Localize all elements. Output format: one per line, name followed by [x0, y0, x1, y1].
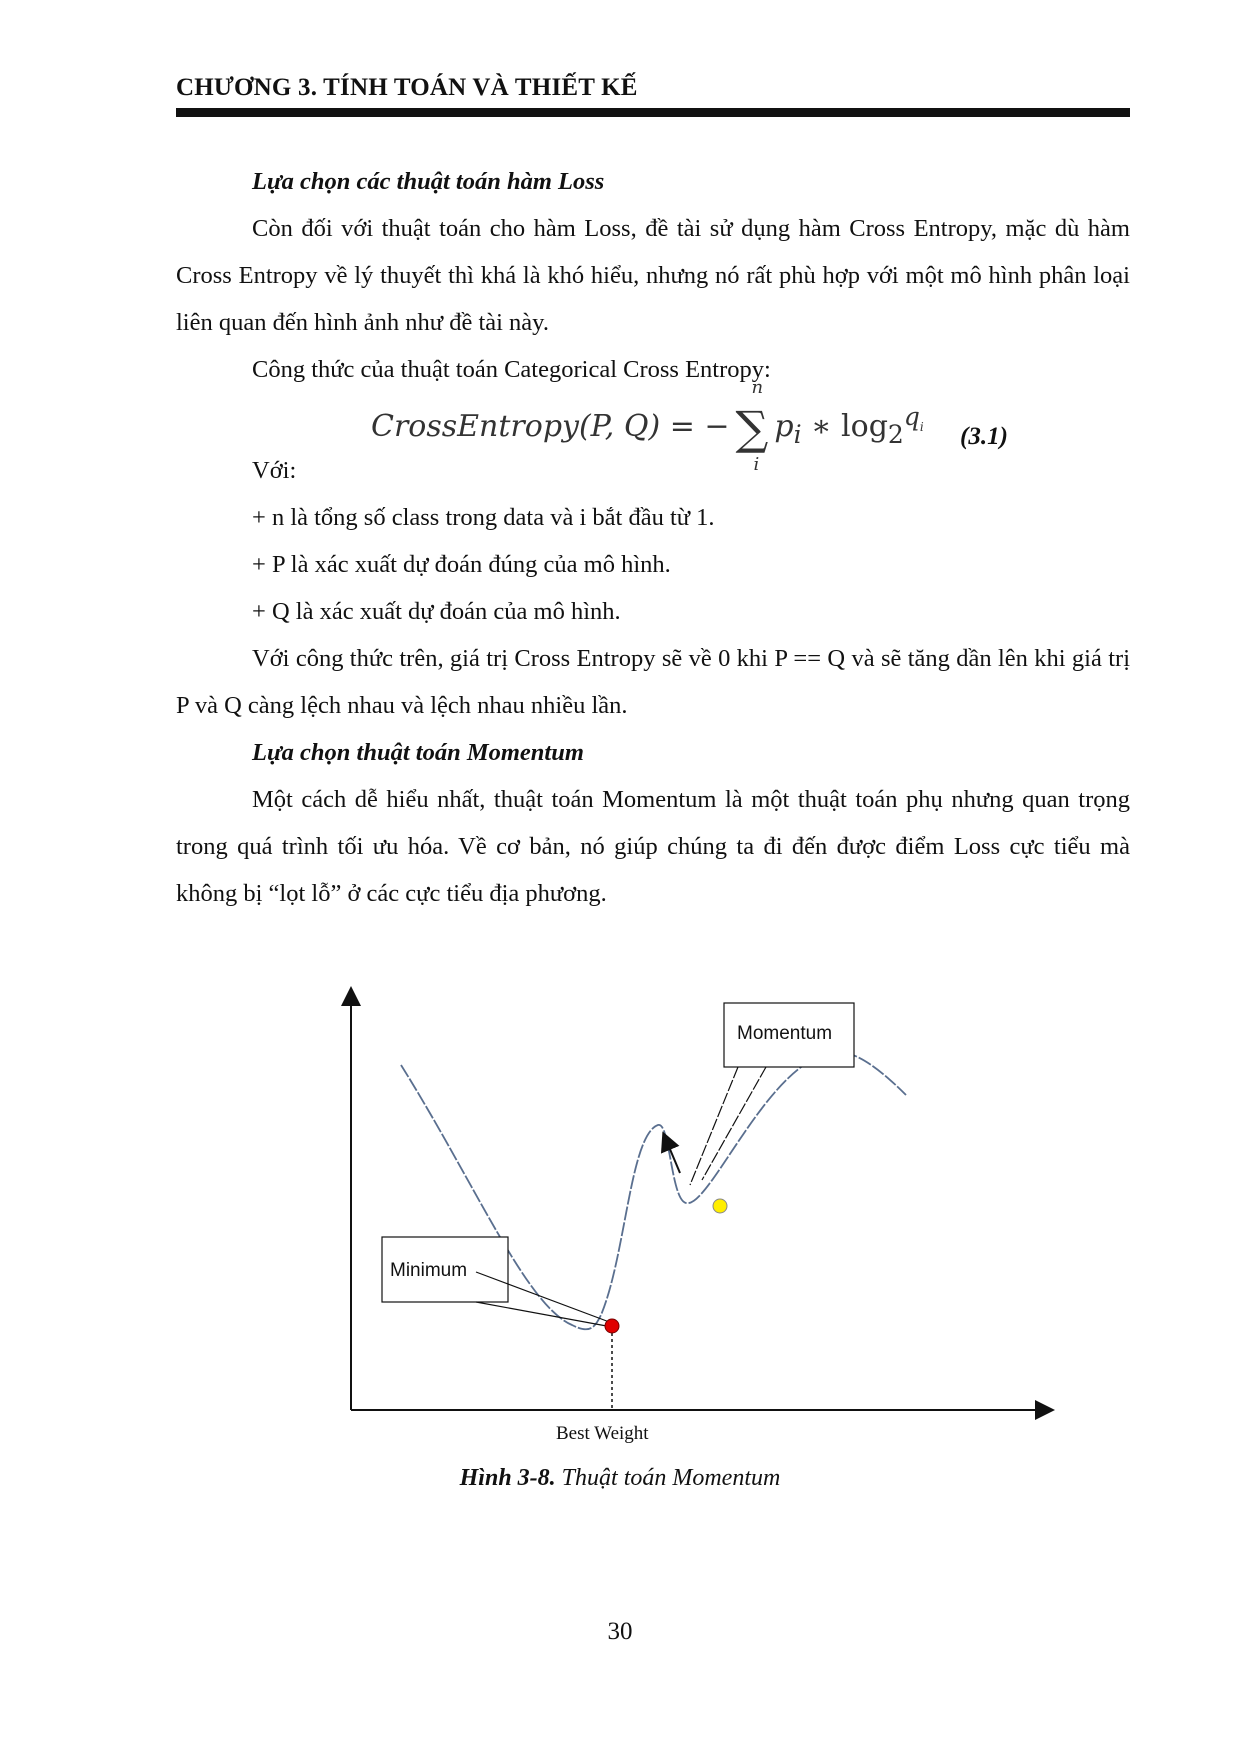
formula-log: ∗ log: [801, 409, 888, 444]
chapter-header: CHƯƠNG 3. TÍNH TOÁN VÀ THIẾT KẾ: [176, 74, 638, 101]
paragraph-momentum: Một cách dễ hiểu nhất, thuật toán Momentum là một thuật toán phụ nhưng quan trọng trong quá trình tối ưu hóa. Về cơ bản, nó giúp chúng ta đi đến được điểm Loss cực tiểu mà không bị “lọt lỗ” ở các cực tiểu địa phương.: [176, 786, 1130, 907]
minimum-label: Minimum: [390, 1260, 468, 1281]
figure-caption-text: Thuật toán Momentum: [555, 1465, 781, 1491]
sum-upper-limit: n: [751, 377, 764, 398]
formula-log-exp-q: q: [903, 402, 920, 431]
page-number: 30: [607, 1618, 633, 1645]
momentum-label: Momentum: [737, 1023, 833, 1044]
section-heading-momentum: Lựa chọn thuật toán Momentum: [252, 739, 584, 766]
formula-term-sub: i: [793, 420, 802, 449]
bullet-item: + Q là xác xuất dự đoán của mô hình.: [252, 598, 621, 625]
momentum-figure: [326, 985, 1056, 1465]
formula-lhs: CrossEntropy(P, Q) = −: [371, 409, 730, 444]
equation-number: (3.1): [960, 423, 1008, 450]
sum-lower-limit: i: [753, 454, 760, 475]
header-rule: [176, 108, 1130, 117]
paragraph-formula-explain: Với công thức trên, giá trị Cross Entropy sẽ về 0 khi P == Q và sẽ tăng dần lên khi giá trị P và Q càng lệch nhau và lệch nhau nhiều lần.: [176, 645, 1130, 719]
formula-log-base: 2: [887, 420, 904, 449]
formula-log-exp: [903, 402, 924, 434]
section-heading-loss: Lựa chọn các thuật toán hàm Loss: [252, 168, 605, 195]
cross-entropy-formula: [371, 377, 924, 475]
formula-term: p: [774, 409, 794, 444]
minimum-callout-line: [476, 1302, 612, 1327]
paragraph-formula-intro: Công thức của thuật toán Categorical Cross Entropy:: [252, 356, 771, 383]
momentum-callout-line: [690, 1067, 738, 1185]
global-minimum-point: [605, 1319, 619, 1333]
bullet-item: + P là xác xuất dự đoán đúng của mô hình.: [252, 551, 671, 578]
figure-caption: [0, 1465, 1240, 1492]
with-label: Với:: [252, 457, 297, 484]
momentum-callout-line: [702, 1067, 766, 1180]
local-minimum-point: [713, 1199, 727, 1213]
formula-log-exp-sub: i: [919, 420, 924, 434]
formula-block: [176, 377, 1130, 493]
x-axis-label: Best Weight: [556, 1423, 649, 1444]
page-content: [176, 158, 1130, 917]
paragraph-loss-intro: Còn đối với thuật toán cho hàm Loss, đề tài sử dụng hàm Cross Entropy, mặc dù hàm Cross Entropy về lý thuyết thì khá là khó hiểu, nhưng nó rất phù hợp với một mô hình phân loại liên quan đến hình ảnh như đề tài này.: [176, 215, 1130, 336]
bullet-item: + n là tổng số class trong data và i bắt đầu từ 1.: [252, 504, 715, 531]
sum-symbol: ∑ n i: [735, 377, 769, 475]
figure-caption-label: Hình 3-8.: [459, 1465, 556, 1491]
